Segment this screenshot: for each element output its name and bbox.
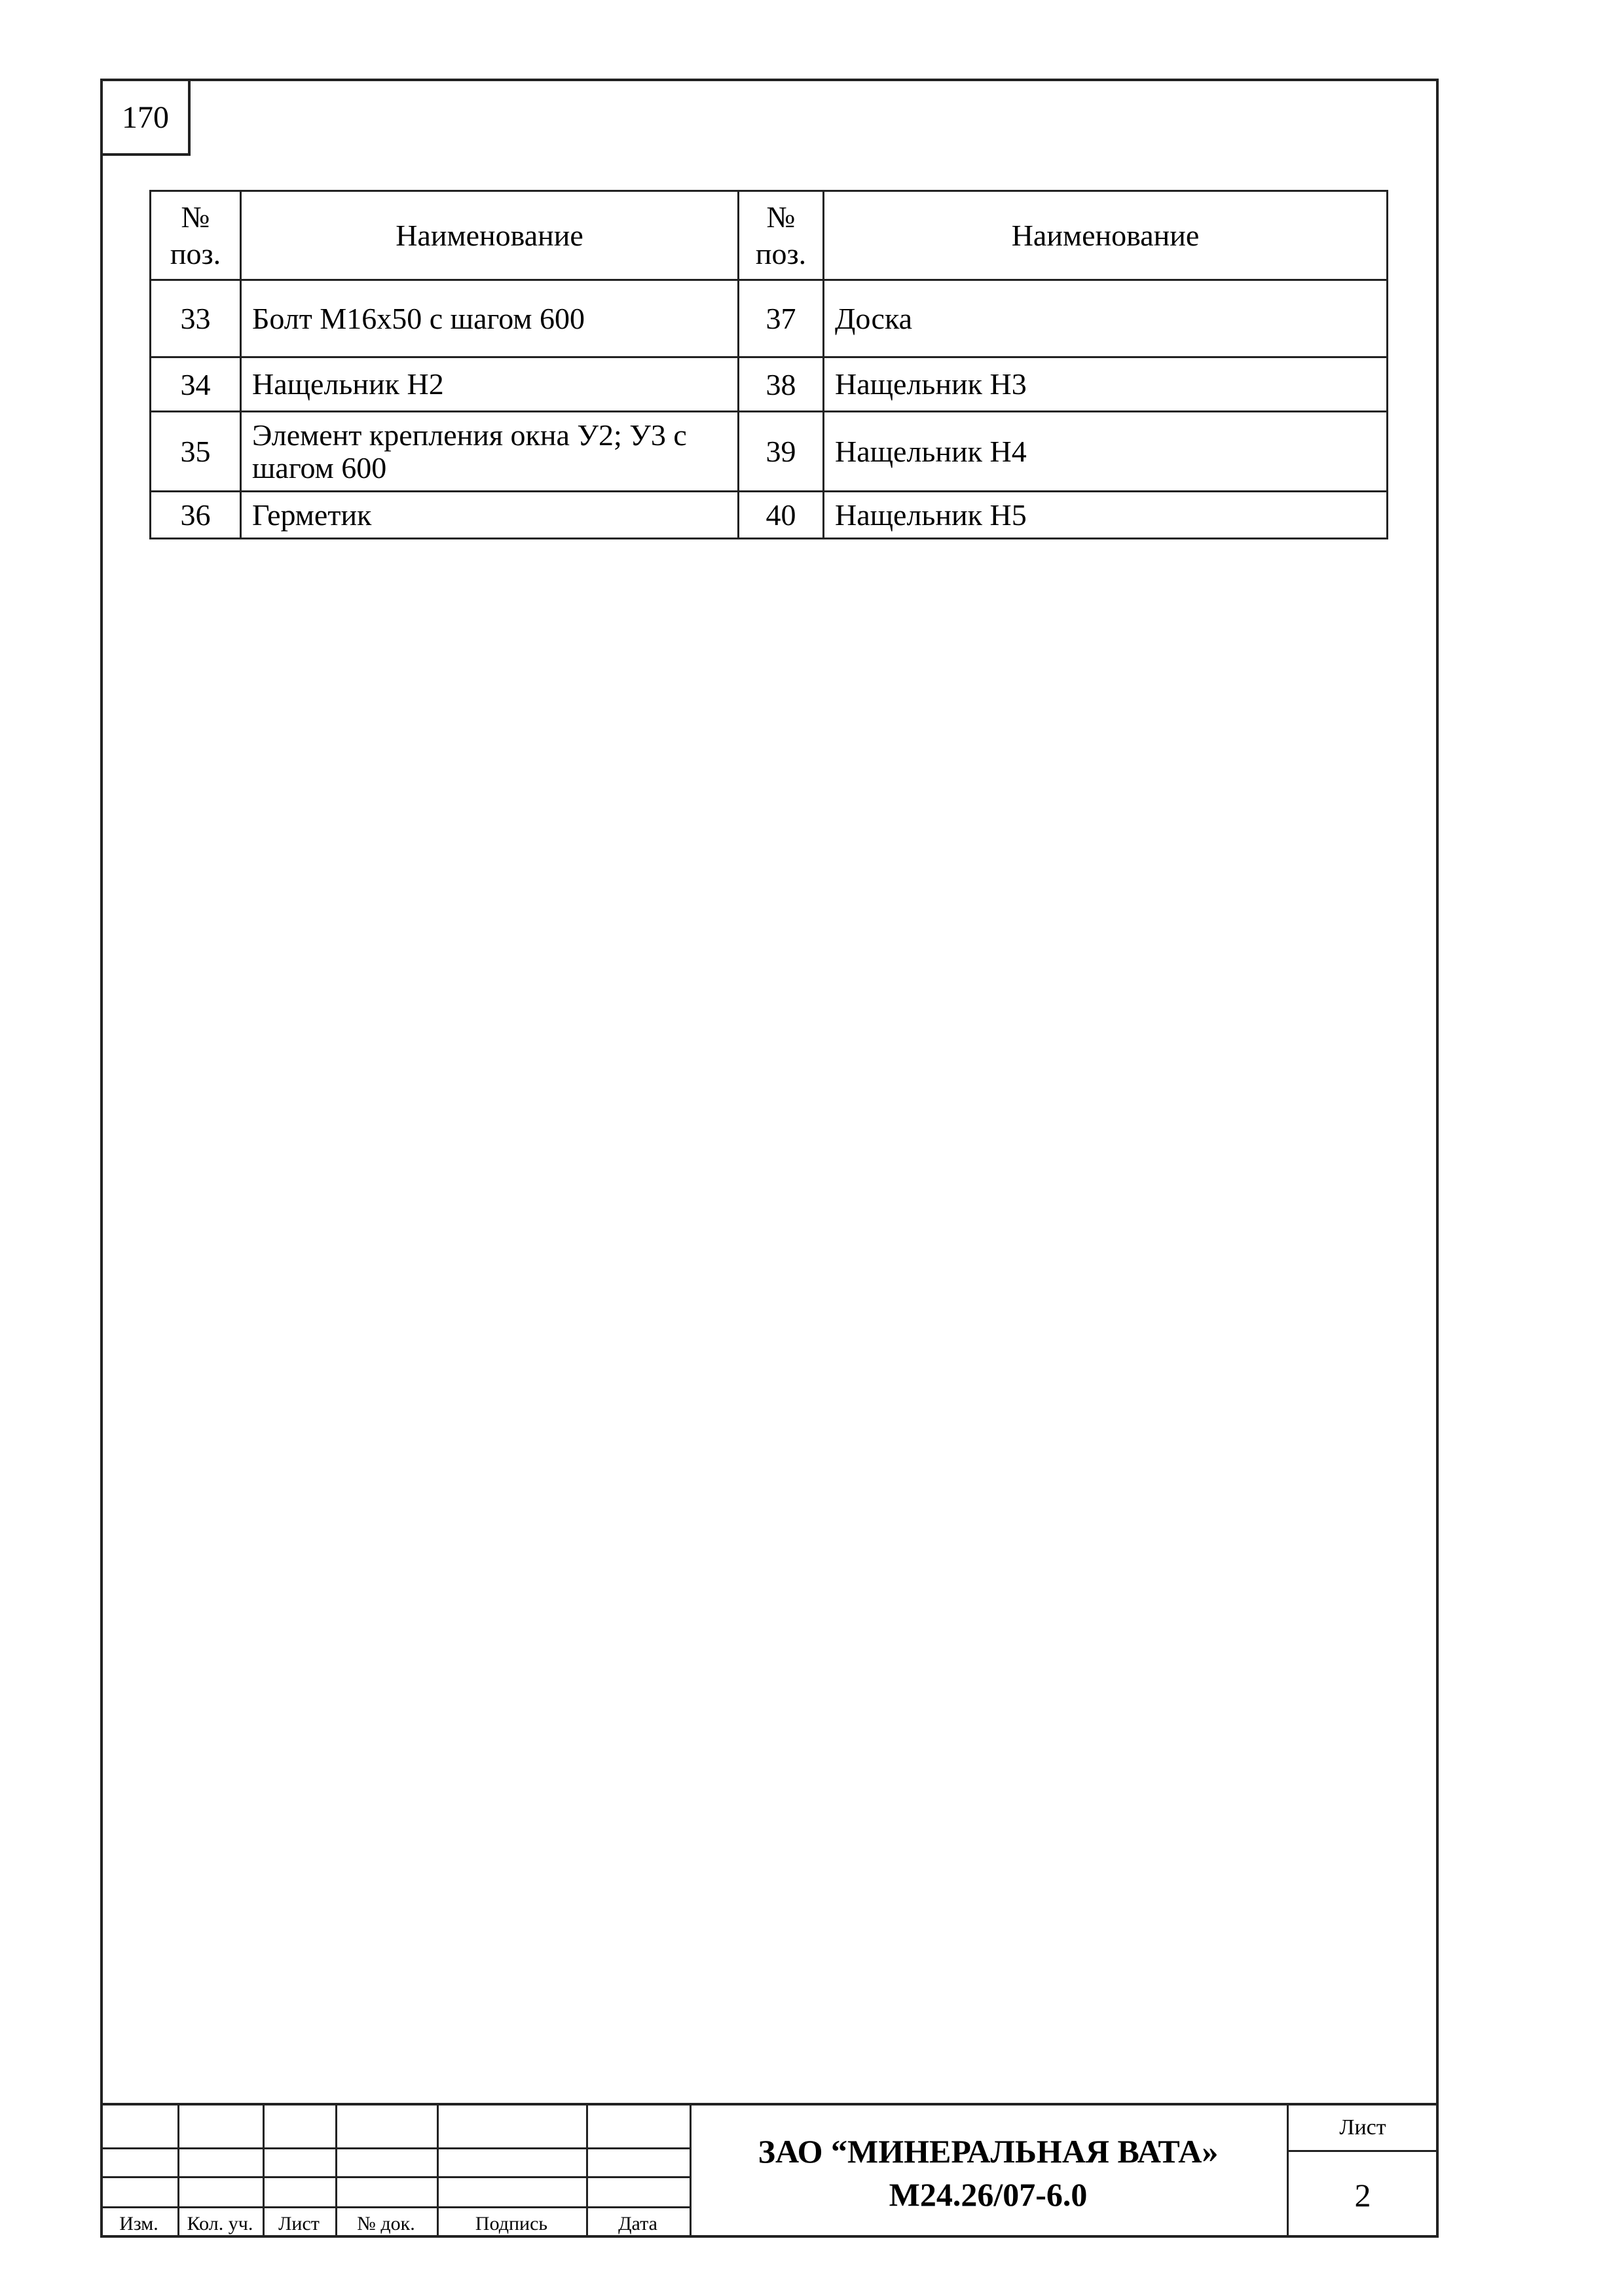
stamp-col-izm: Изм. <box>119 2213 158 2234</box>
header-name-right: Наименование <box>824 191 1388 280</box>
table-row <box>151 280 1388 357</box>
stamp-col-kol-uch: Кол. уч. <box>187 2213 253 2234</box>
table-row <box>151 492 1388 539</box>
header-pos-right: № поз. <box>739 191 824 280</box>
page-number: 170 <box>100 79 191 156</box>
document-code: М24.26/07-6.0 <box>889 2176 1088 2213</box>
company-name: ЗАО “МИНЕРАЛЬНАЯ ВАТА» <box>758 2133 1219 2170</box>
row-name-left: Элемент крепления окна У2; У3 с шагом 600 <box>241 412 739 492</box>
row-pos-right: 39 <box>739 412 824 492</box>
stamp-col-list: Лист <box>278 2213 320 2234</box>
row-pos-left: 34 <box>151 357 241 412</box>
stamp-line <box>100 2147 690 2149</box>
row-name-right: Нащельник Н4 <box>824 412 1388 492</box>
row-name-right: Доска <box>824 280 1388 357</box>
title-block-stamp <box>100 2103 1439 2238</box>
stamp-col-signature: Подпись <box>475 2213 548 2234</box>
row-name-right: Нащельник Н3 <box>824 357 1388 412</box>
sheet-label: Лист <box>1339 2115 1386 2140</box>
stamp-title <box>690 2105 1287 2240</box>
table-header-row <box>151 191 1388 280</box>
row-pos-right: 38 <box>739 357 824 412</box>
row-name-right: Нащельник Н5 <box>824 492 1388 539</box>
header-pos-left: № поз. <box>151 191 241 280</box>
sheet-number: 2 <box>1354 2177 1371 2214</box>
row-name-left: Нащельник Н2 <box>241 357 739 412</box>
table-row <box>151 357 1388 412</box>
table-row <box>151 412 1388 492</box>
row-pos-left: 33 <box>151 280 241 357</box>
row-pos-right: 37 <box>739 280 824 357</box>
row-pos-left: 36 <box>151 492 241 539</box>
row-pos-right: 40 <box>739 492 824 539</box>
stamp-col-date: Дата <box>618 2213 657 2234</box>
row-name-left: Герметик <box>241 492 739 539</box>
stamp-col-doc-no: № док. <box>357 2213 415 2234</box>
stamp-line <box>100 2176 690 2178</box>
row-name-left: Болт М16х50 с шагом 600 <box>241 280 739 357</box>
header-name-left: Наименование <box>241 191 739 280</box>
row-pos-left: 35 <box>151 412 241 492</box>
specification-table <box>149 190 1388 539</box>
